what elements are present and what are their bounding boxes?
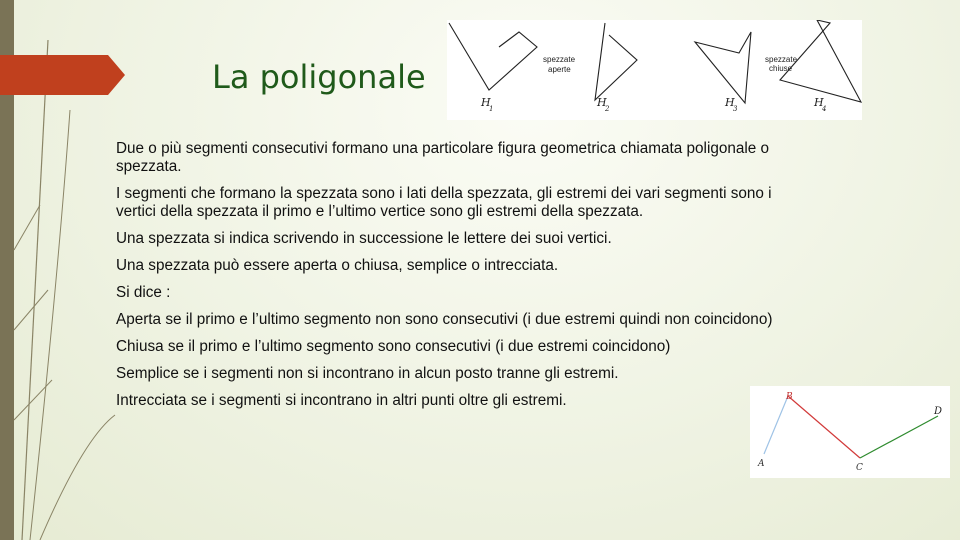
slide-title: La poligonale xyxy=(212,58,426,96)
label-h1: H xyxy=(481,96,491,109)
segment-ab xyxy=(764,396,788,454)
label-h2: H xyxy=(597,96,607,109)
label-open-1: spezzate xyxy=(543,55,576,64)
svg-text:4: 4 xyxy=(822,105,827,113)
label-closed-2: chiuse xyxy=(769,64,793,73)
paragraph-si-dice: Si dice : xyxy=(116,284,171,301)
paragraph-notation: Una spezzata si indica scrivendo in successione le lettere dei suoi vertici. xyxy=(116,230,612,247)
label-h4: H xyxy=(814,96,824,109)
paragraph-definition: Due o più segmenti consecutivi formano una particolare figura geometrica chiamata poligonale o spezzata. xyxy=(116,140,770,175)
polygonal-examples-figure xyxy=(447,20,862,120)
slide-body-text xyxy=(116,140,806,419)
svg-text:2: 2 xyxy=(605,105,610,113)
label-closed-1: spezzate xyxy=(765,55,798,64)
polygonal-abcd-figure xyxy=(750,386,950,478)
label-h3: H xyxy=(725,96,735,109)
segment-cd xyxy=(860,416,938,458)
paragraph-chiusa: Chiusa se il primo e l’ultimo segmento sono consecutivi (i due estremi coincidono) xyxy=(116,338,671,355)
svg-text:3: 3 xyxy=(733,105,738,113)
paragraph-types: Una spezzata può essere aperta o chiusa, semplice o intrecciata. xyxy=(116,257,559,274)
paragraph-semplice: Semplice se i segmenti non si incontrano in alcun posto tranne gli estremi. xyxy=(116,365,619,382)
segment-bc xyxy=(788,396,860,458)
paragraph-aperta: Aperta se il primo e l’ultimo segmento non sono consecutivi (i due estremi quindi non coincidono) xyxy=(116,311,773,328)
paragraph-sides-vertices: I segmenti che formano la spezzata sono i lati della spezzata, gli estremi dei vari segmenti sono i vertici della spezzata il primo e l’ultimo vertice sono gli estremi della spezzata. xyxy=(116,185,772,220)
paragraph-intrecciata: Intrecciata se i segmenti si incontrano in altri punti oltre gli estremi. xyxy=(116,392,567,409)
svg-text:1: 1 xyxy=(489,105,494,113)
vertex-a-label: A xyxy=(758,459,765,469)
title-accent-tab xyxy=(0,55,125,95)
vertex-d-label: D xyxy=(934,406,943,417)
label-open-2: aperte xyxy=(548,65,571,74)
vertex-b-label: B xyxy=(786,392,793,402)
vertex-c-label: C xyxy=(856,463,863,473)
